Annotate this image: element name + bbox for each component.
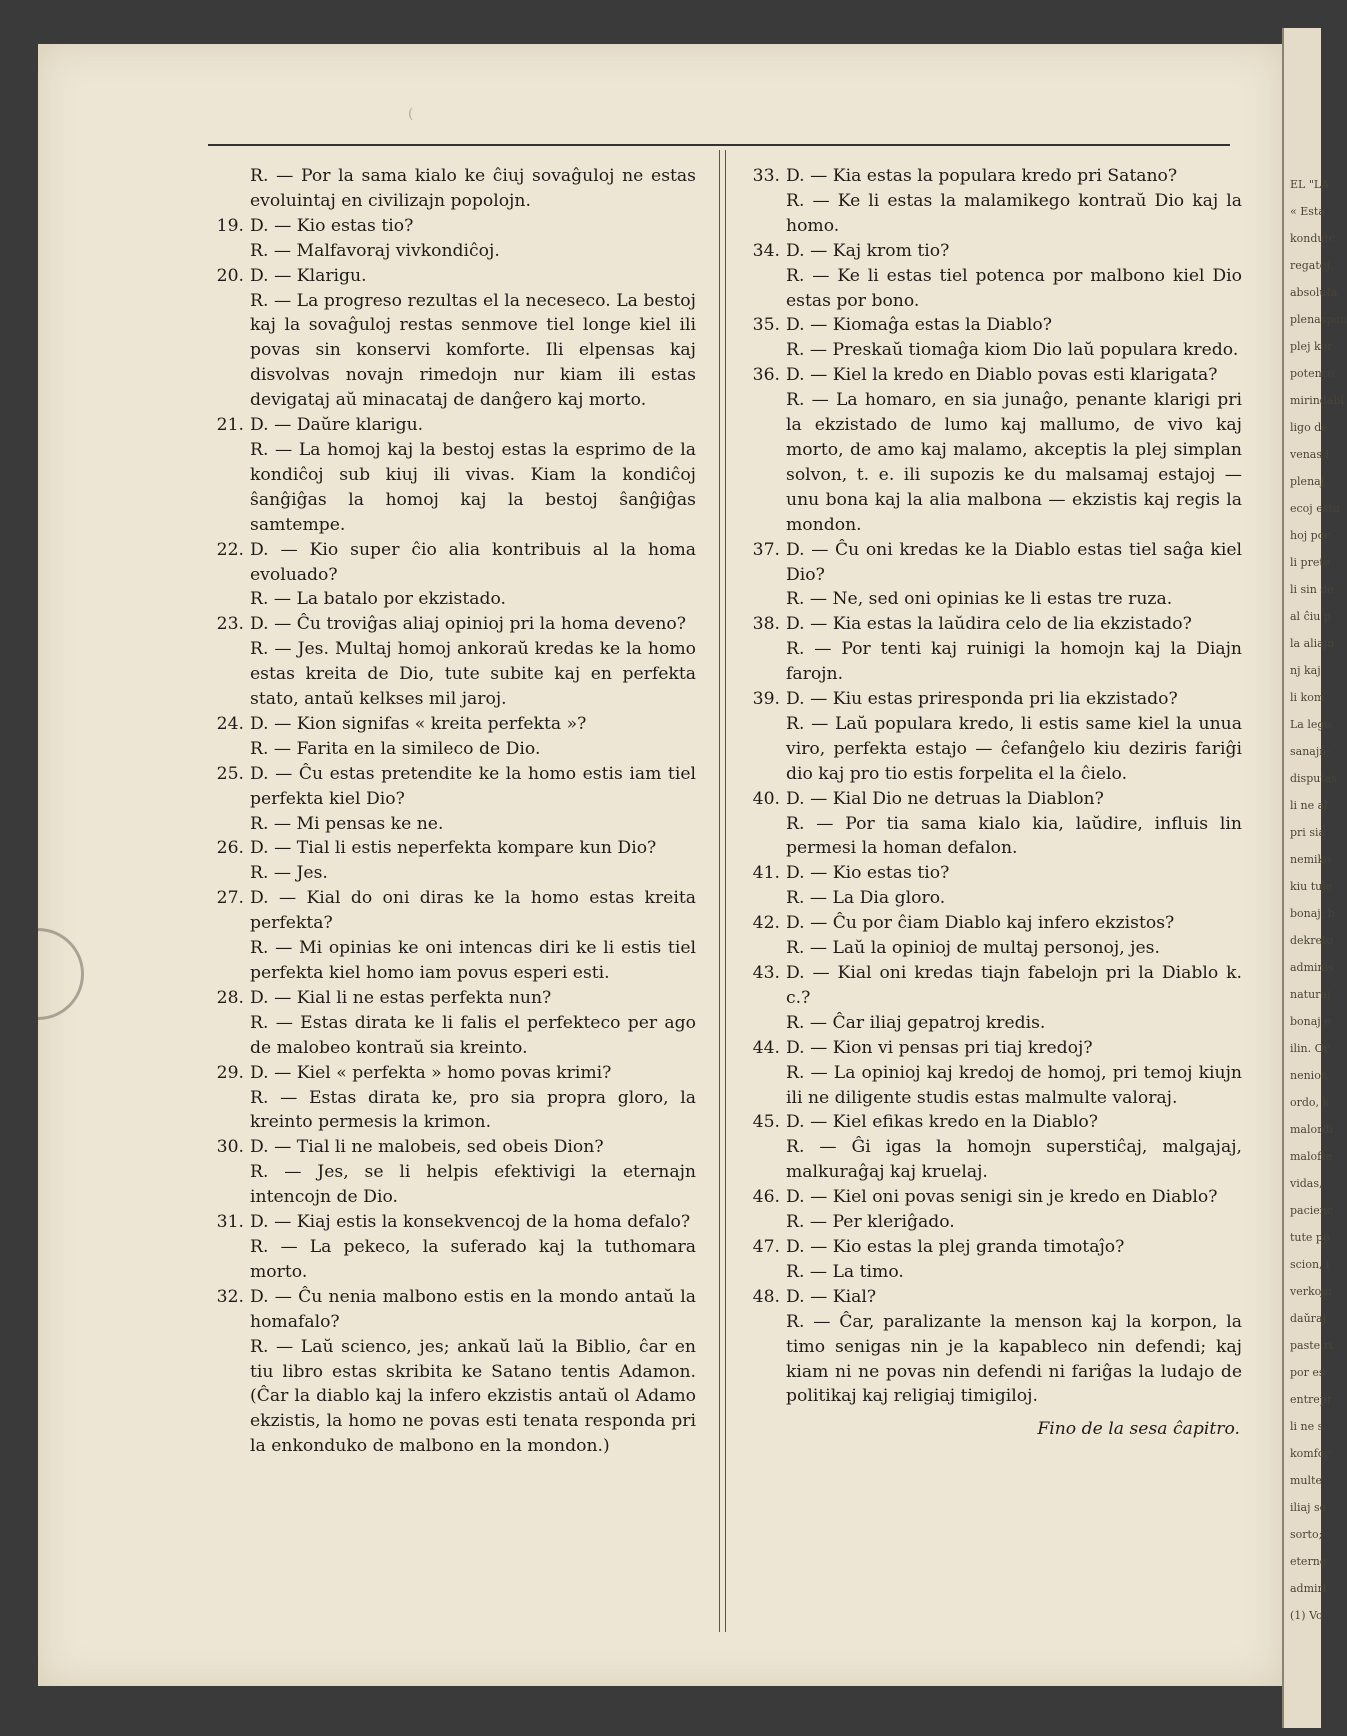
question-line: D. — Ĉu nenia malbono estis en la mondo antaŭ la homafalo?: [250, 1286, 696, 1332]
edge-text-fragment: malofte: [1290, 1150, 1333, 1163]
entry-body: [786, 1110, 1242, 1185]
entry-number: 41.: [752, 863, 780, 884]
entry-body: [786, 313, 1242, 363]
edge-text-fragment: eterne: [1290, 1555, 1327, 1568]
qa-entry: [742, 961, 1242, 1036]
entry-number: 27.: [216, 888, 244, 909]
entry-number: 42.: [752, 913, 780, 934]
edge-text-fragment: ligo de: [1290, 421, 1328, 434]
question-line: D. — Tial li estis neperfekta kompare kun Dio?: [250, 838, 657, 859]
qa-entry: [206, 164, 696, 214]
edge-text-fragment: bonaj e: [1290, 1015, 1331, 1028]
edge-text-fragment: nenion: [1290, 1069, 1328, 1082]
qa-entry: [206, 836, 696, 886]
edge-text-fragment: malordi: [1290, 1123, 1333, 1136]
qa-entry: [742, 1285, 1242, 1410]
edge-text-fragment: « Esta: [1290, 205, 1325, 218]
entry-number: 44.: [752, 1037, 780, 1058]
question-line: D. — Kio estas tio?: [786, 863, 950, 884]
question-line: D. — Kiel « perfekta » homo povas krimi?: [250, 1062, 612, 1083]
answer-line: R. — Jes. Multaj homoj ankoraŭ kredas ke la homo estas kreita de Dio, tute subite kaj en perfekta stato, antaŭ kelkses mil jaroj.: [250, 639, 696, 710]
entry-number: 25.: [216, 763, 244, 784]
question-line: D. — Kiel efikas kredo en la Diablo?: [786, 1112, 1098, 1133]
entry-body: [250, 836, 696, 886]
qa-entry: [742, 1185, 1242, 1235]
page-mark: (: [408, 106, 414, 122]
entry-body: [786, 239, 1242, 314]
edge-text-fragment: naturaj: [1290, 988, 1331, 1001]
qa-entry: [206, 1285, 696, 1459]
qa-entry: [206, 1135, 696, 1210]
answer-line: R. — Estas dirata ke li falis el perfekteco per ago de malobeo kontraŭ sia kreinto.: [250, 1012, 696, 1058]
edge-text-fragment: paste ri: [1290, 1339, 1333, 1352]
entry-body: [250, 762, 696, 837]
qa-entry: [206, 1210, 696, 1285]
qa-entry: [742, 911, 1242, 961]
qa-entry: [742, 1110, 1242, 1185]
question-line: D. — Tial li ne malobeis, sed obeis Dion?: [250, 1137, 604, 1158]
answer-line: R. — Mi pensas ke ne.: [250, 813, 444, 834]
top-rule: [208, 144, 1230, 146]
edge-text-fragment: bonaj; b: [1290, 907, 1335, 920]
answer-line: R. — Jes.: [250, 863, 328, 884]
entry-body: [786, 687, 1242, 787]
entry-body: [250, 538, 696, 613]
qa-entry: [742, 363, 1242, 537]
question-line: D. — Kiel la kredo en Diablo povas esti klarigata?: [786, 365, 1218, 386]
edge-text-fragment: pri sia: [1290, 826, 1326, 839]
qa-entry: [206, 612, 696, 712]
edge-text-fragment: disputas: [1290, 772, 1337, 785]
edge-text-fragment: pacienc: [1290, 1204, 1334, 1217]
entry-body: [786, 363, 1242, 537]
entry-body: [786, 1285, 1242, 1410]
edge-text-fragment: mirindabl: [1290, 394, 1344, 407]
question-line: D. — Kial oni kredas tiajn fabelojn pri la Diablo k. c.?: [786, 963, 1242, 1008]
entry-body: [786, 1235, 1242, 1285]
edge-text-fragment: la aliajn: [1290, 637, 1335, 650]
qa-entry: [742, 687, 1242, 787]
qa-entry: [206, 986, 696, 1061]
edge-text-fragment: kondutc: [1290, 232, 1336, 245]
edge-text-fragment: nj kaj: [1290, 664, 1321, 677]
qa-entry: [742, 612, 1242, 687]
edge-text-fragment: komfor: [1290, 1447, 1330, 1460]
question-line: D. — Kiel oni povas senigi sin je kredo en Diablo?: [786, 1187, 1218, 1208]
answer-line: R. — Malfavoraj vivkondiĉoj.: [250, 240, 500, 261]
answer-line: R. — La opinioj kaj kredoj de homoj, pri temoj kiujn ili ne diligente studis estas malmulte valoraj.: [786, 1062, 1242, 1108]
edge-text-fragment: adminis: [1290, 961, 1334, 974]
entry-number: 29.: [216, 1062, 244, 1083]
qa-entry: [206, 214, 696, 264]
entry-number: 20.: [216, 265, 244, 286]
answer-line: R. — Ĉar, paralizante la menson kaj la korpon, la timo senigas nin je la kapableco nin defendi; kaj kiam ni ne povas nin defendi ni fariĝas la ludajo de politikaj kaj religiaj timigiloj.: [786, 1311, 1242, 1407]
edge-text-fragment: venas i: [1290, 448, 1330, 461]
question-line: D. — Ĉu por ĉiam Diablo kaj infero ekzistos?: [786, 913, 1175, 934]
question-line: D. — Kial do oni diras ke la homo estas kreita perfekta?: [250, 888, 696, 934]
edge-text-fragment: hoj por: [1290, 529, 1330, 542]
edge-text-fragment: por es: [1290, 1366, 1325, 1379]
answer-line: R. — Por la sama kialo ke ĉiuj sovaĝuloj ne estas evoluintaj en civilizajn popolojn.: [250, 166, 696, 211]
edge-text-fragment: al ĉiu p: [1290, 610, 1331, 623]
question-line: D. — Kial?: [786, 1286, 877, 1307]
qa-entry: [206, 538, 696, 613]
answer-line: R. — Estas dirata ke, pro sia propra gloro, la kreinto permesis la krimon.: [250, 1087, 696, 1133]
edge-text-fragment: dekreto: [1290, 934, 1334, 947]
question-line: D. — Daŭre klarigu.: [250, 415, 424, 436]
question-line: D. — Klarigu.: [250, 265, 367, 286]
question-line: D. — Kial li ne estas perfekta nun?: [250, 987, 552, 1008]
entry-number: 45.: [752, 1112, 780, 1133]
entry-number: 33.: [752, 166, 780, 186]
entry-number: 40.: [752, 788, 780, 809]
entry-number: 28.: [216, 987, 244, 1008]
edge-text-fragment: sorto;: [1290, 1528, 1323, 1541]
edge-text-fragment: admiri: [1290, 1582, 1327, 1595]
edge-text-fragment: li prete: [1290, 556, 1331, 569]
answer-line: R. — Per kleriĝado.: [786, 1212, 955, 1233]
edge-text-fragment: li ne al: [1290, 799, 1328, 812]
entry-body: [786, 911, 1242, 961]
answer-line: R. — Laŭ populara kredo, li estis same kiel la unua viro, perfekta estajo — ĉefanĝelo kiu deziris fariĝi dio kaj pro tio estis forpelita el la ĉielo.: [786, 713, 1242, 784]
entry-number: 22.: [216, 539, 244, 560]
entry-number: 47.: [752, 1236, 780, 1257]
entry-body: [250, 1061, 696, 1136]
edge-text-fragment: EL "LA: [1290, 178, 1330, 191]
qa-entry: [742, 164, 1242, 239]
answer-line: R. — La homaro, en sia junaĝo, penante klarigi pri la ekzistado de lumo kaj mallumo, de vivo kaj morto, de amo kaj malamo, akceptis la plej simplan solvon, t. e. ili supozis ke du malsamaj estajoj — unu bona kaj la alia malbona — ekzistis kaj regis la mondon.: [786, 390, 1242, 535]
edge-text-fragment: regatoj.: [1290, 259, 1334, 272]
edge-text-fragment: vidas,: [1290, 1177, 1323, 1190]
question-line: D. — Kio super ĉio alia kontribuis al la homa evoluado?: [250, 539, 696, 585]
entry-number: 31.: [216, 1212, 244, 1233]
edge-text-fragment: entrepr: [1290, 1393, 1333, 1406]
entry-body: [250, 612, 696, 712]
answer-line: R. — Mi opinias ke oni intencas diri ke li estis tiel perfekta kiel homo iam povus esperi esti.: [250, 938, 696, 983]
entry-body: [786, 1036, 1242, 1111]
answer-line: R. — La batalo por ekzistado.: [250, 589, 507, 610]
entry-number: 23.: [216, 614, 244, 635]
entry-body: [250, 712, 696, 762]
edge-text-fragment: ordo, k: [1290, 1096, 1330, 1109]
entry-body: [786, 612, 1242, 687]
entry-body: [250, 986, 696, 1061]
qa-entry: [206, 886, 696, 986]
edge-text-fragment: verkojn: [1290, 1285, 1332, 1298]
edge-text-fragment: daŭraj: [1290, 1312, 1326, 1325]
edge-text-fragment: plenaj: [1290, 475, 1325, 488]
answer-line: R. — Ke li estas tiel potenca por malbono kiel Dio estas por bono.: [786, 265, 1242, 311]
edge-text-fragment: potenco: [1290, 367, 1335, 380]
edge-text-fragment: sanajn;: [1290, 745, 1331, 758]
question-line: D. — Ĉu oni kredas ke la Diablo estas tiel saĝa kiel Dio?: [786, 539, 1242, 585]
question-line: D. — Kia estas la populara kredo pri Satano?: [786, 166, 1178, 186]
question-line: D. — Ĉu estas pretendite ke la homo estis iam tiel perfekta kiel Dio?: [250, 763, 696, 809]
question-line: D. — Kiaj estis la konsekvencoj de la homa defalo?: [250, 1212, 691, 1233]
entry-number: 30.: [216, 1137, 244, 1158]
qa-entry: [742, 313, 1242, 363]
entry-number: 39.: [752, 689, 780, 710]
qa-entry: [206, 1061, 696, 1136]
edge-text-fragment: multe: [1290, 1474, 1322, 1487]
adjacent-page-edge: [1282, 28, 1347, 1728]
entry-body: [786, 164, 1242, 239]
question-line: D. — Kio estas tio?: [250, 215, 414, 236]
qa-entry: [742, 1235, 1242, 1285]
entry-body: [250, 413, 696, 538]
qa-entry: [206, 264, 696, 413]
entry-body: [250, 886, 696, 986]
edge-text-fragment: ilin. Or: [1290, 1042, 1329, 1055]
edge-text-fragment: ecoj estu: [1290, 502, 1340, 515]
answer-line: R. — Farita en la simileco de Dio.: [250, 738, 541, 759]
entry-number: 46.: [752, 1187, 780, 1208]
edge-text-fragment: scion, l: [1290, 1258, 1330, 1271]
question-line: D. — Kial Dio ne detruas la Diablon?: [786, 788, 1104, 809]
qa-entry: [206, 712, 696, 762]
answer-line: R. — La progreso rezultas el la neceseco. La bestoj kaj la sovaĝuloj restas senmove tiel longe kiel ili povas sin konservi komforte. Ili elpensas kaj disvolvas novajn rimedojn nur kiam ili estas devigataj aŭ minacataj de danĝero kaj morto.: [250, 290, 696, 411]
entry-number: 32.: [216, 1286, 244, 1307]
answer-line: R. — Laŭ scienco, jes; ankaŭ laŭ la Biblio, ĉar en tiu libro estas skribita ke Satano tentis Adamon. (Ĉar la diablo kaj la infero ekzistis antaŭ ol Adamo ekzistis, la homo ne povas esti tenata responda pri la enkonduko de malbono en la mondon.): [250, 1336, 696, 1457]
qa-entry: [206, 762, 696, 837]
answer-line: R. — Jes, se li helpis efektivigi la eternajn intencojn de Dio.: [250, 1162, 696, 1208]
answer-line: R. — Por tia sama kialo kia, laŭdire, influis lin permesi la homan defalon.: [786, 813, 1242, 859]
entry-body: [250, 1135, 696, 1210]
answer-line: R. — La homoj kaj la bestoj estas la esprimo de la kondiĉoj sub kiuj ili vivas. Kiam la kondiĉoj ŝanĝiĝas la homoj kaj la bestoj ŝanĝiĝas samtempe.: [250, 439, 696, 535]
qa-entry: [742, 861, 1242, 911]
edge-text-fragment: tute pe: [1290, 1231, 1330, 1244]
answer-line: R. — Laŭ la opinioj de multaj personoj, jes.: [786, 938, 1160, 959]
answer-line: R. — Ne, sed oni opinias ke li estas tre ruza.: [786, 589, 1173, 610]
entry-body: [786, 787, 1242, 862]
qa-entry: [742, 1036, 1242, 1111]
entry-body: [786, 1185, 1242, 1235]
edge-text-fragment: plenaspon: [1290, 313, 1347, 326]
qa-entry: [742, 787, 1242, 862]
column-divider-left: [719, 150, 720, 1632]
entry-body: [250, 1285, 696, 1459]
answer-line: R. — La Dia gloro.: [786, 888, 946, 909]
entry-body: [250, 214, 696, 264]
entry-number: 34.: [752, 240, 780, 261]
chapter-ending: Fino de la sesa ĉapitro.: [1037, 1419, 1240, 1440]
answer-line: R. — Por tenti kaj ruinigi la homojn kaj la Diajn farojn.: [786, 639, 1242, 685]
entry-body: [786, 538, 1242, 613]
entry-number: 19.: [216, 215, 244, 236]
entry-body: [250, 164, 696, 214]
qa-entry: [742, 239, 1242, 314]
question-line: D. — Kion signifas « kreita perfekta »?: [250, 713, 587, 734]
qa-entry: [206, 413, 696, 538]
entry-body: [250, 264, 696, 413]
entry-number: 24.: [216, 713, 244, 734]
left-column: [206, 164, 696, 1459]
edge-text-fragment: kiu tuje: [1290, 880, 1333, 893]
qa-entry: [742, 538, 1242, 613]
edge-text-fragment: iliaj se: [1290, 1501, 1327, 1514]
entry-number: 43.: [752, 963, 780, 983]
entry-number: 26.: [216, 838, 244, 859]
question-line: D. — Kion vi pensas pri tiaj kredoj?: [786, 1037, 1093, 1058]
answer-line: R. — Ke li estas la malamikego kontraŭ Dio kaj la homo.: [786, 190, 1242, 236]
edge-text-fragment: La lego,: [1290, 718, 1335, 731]
entry-number: 37.: [752, 539, 780, 560]
edge-text-fragment: li sin de: [1290, 583, 1334, 596]
entry-number: 21.: [216, 415, 244, 436]
entry-number: 35.: [752, 315, 780, 336]
entry-body: [250, 1210, 696, 1285]
answer-line: R. — Ĉar iliaj gepatroj kredis.: [786, 1012, 1046, 1033]
entry-body: [786, 961, 1242, 1036]
question-line: D. — Kaj krom tio?: [786, 240, 950, 261]
edge-text-fragment: (1) Vo: [1290, 1609, 1323, 1622]
right-column: [742, 164, 1242, 1442]
question-line: D. — Kiu estas prirespondа pri lia ekzistado?: [786, 689, 1178, 710]
edge-text-fragment: nemiko: [1290, 853, 1331, 866]
entry-number: 48.: [752, 1286, 780, 1307]
question-line: D. — Kio estas la plej granda timotaĵo?: [786, 1236, 1125, 1257]
column-divider-right: [725, 150, 726, 1632]
edge-text-fragment: plej kor: [1290, 340, 1333, 353]
edge-text-fragment: absoluta: [1290, 286, 1338, 299]
entry-number: [206, 164, 250, 214]
answer-line: R. — Preskaŭ tiomaĝa kiom Dio laŭ populara kredo.: [786, 340, 1239, 361]
question-line: D. — Ĉu troviĝas aliaj opinioj pri la homa deveno?: [250, 614, 686, 635]
question-line: D. — Kiomaĝa estas la Diablo?: [786, 315, 1052, 336]
edge-text-fragment: li ne s: [1290, 1420, 1324, 1433]
entry-body: [786, 861, 1242, 911]
edge-text-fragment: li kom: [1290, 691, 1325, 704]
answer-line: R. — Ĝi igas la homojn superstiĉaj, malgajaj, malkuraĝaj kaj kruelaj.: [786, 1137, 1242, 1183]
entry-number: 36.: [752, 365, 780, 386]
entry-number: 38.: [752, 614, 780, 635]
answer-line: R. — La pekeco, la suferado kaj la tuthomara morto.: [250, 1236, 696, 1282]
answer-line: R. — La timo.: [786, 1261, 904, 1282]
question-line: D. — Kia estas la laŭdira celo de lia ekzistado?: [786, 614, 1192, 635]
